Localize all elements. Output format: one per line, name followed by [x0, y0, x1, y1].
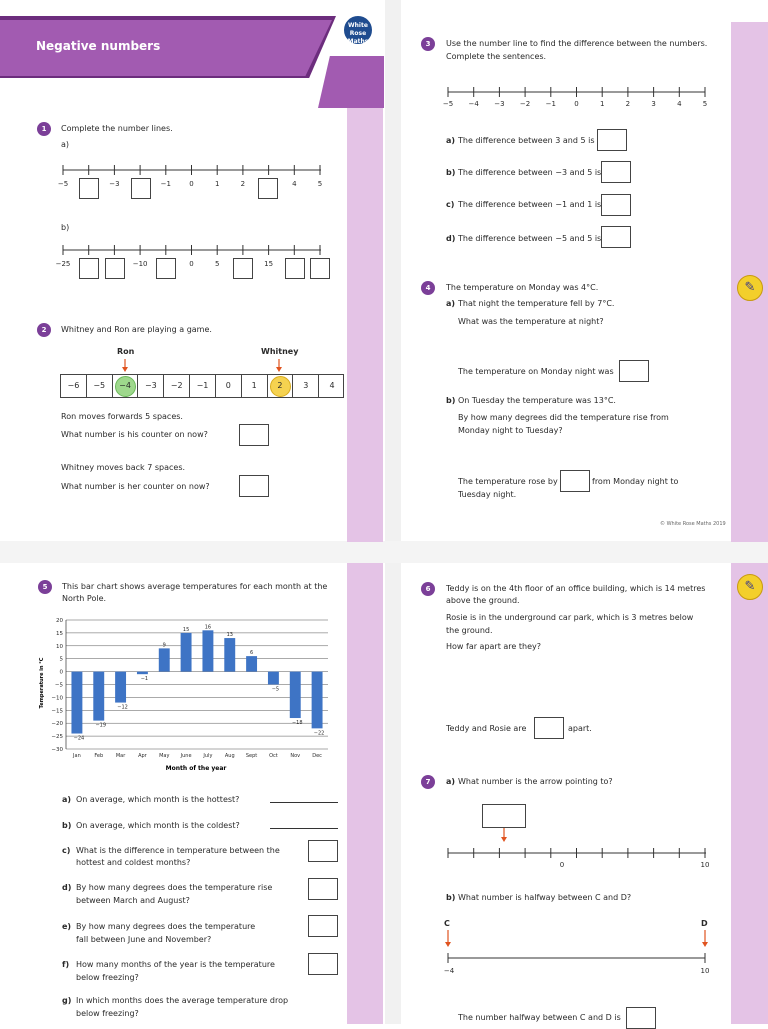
chart-x-tick-label: Dec — [312, 753, 322, 759]
game-board-cell — [268, 375, 294, 397]
q6-answer-text-2: apart. — [568, 724, 592, 733]
page4-side-strip — [731, 563, 768, 1024]
q5e-label: e) — [62, 922, 72, 931]
chart-x-tick-label: Oct — [269, 753, 278, 759]
chart-value-label: −12 — [117, 704, 128, 711]
q1a-tick-label: −3 — [109, 180, 120, 188]
q5c-label: c) — [62, 846, 71, 855]
q6-answer-box[interactable] — [534, 717, 564, 739]
q7a-ten-label: 10 — [700, 861, 710, 869]
point-c-value: −4 — [443, 967, 455, 975]
q3-tick-label: 0 — [574, 100, 579, 108]
point-c-arrow-icon — [441, 930, 455, 950]
q5c-line2: hottest and coldest months? — [76, 858, 191, 867]
q3d-label: d) — [446, 234, 456, 243]
chart-bar-dec — [312, 672, 323, 729]
q7b-text: What number is halfway between C and D? — [458, 893, 632, 902]
q5d-line1: By how many degrees does the temperature rise — [76, 883, 273, 892]
question-7-badge: 7 — [421, 775, 435, 789]
chart-x-tick-label: Feb — [94, 753, 104, 759]
q3d-answer-box[interactable] — [601, 226, 631, 248]
q3-tick-label: −4 — [468, 100, 479, 108]
q1a-tick-label: −1 — [160, 180, 171, 188]
q1a-label: a) — [61, 140, 70, 149]
chart-bar-nov — [290, 672, 301, 718]
question-4-badge: 4 — [421, 281, 435, 295]
game-board-cell-value: 1 — [251, 381, 257, 390]
point-d-value: 10 — [700, 967, 710, 975]
q5a-label: a) — [62, 795, 72, 804]
chart-x-axis-label: Month of the year — [165, 765, 227, 772]
chart-bar-oct — [268, 672, 279, 685]
q1b-answer-box-4[interactable] — [233, 258, 253, 279]
chart-y-tick-label: −25 — [51, 734, 63, 741]
point-d-arrow-icon — [698, 930, 712, 950]
chart-y-tick-label: −30 — [51, 747, 63, 753]
chart-y-tick-label: −20 — [51, 721, 63, 728]
q1a-tick-label: 1 — [214, 180, 220, 188]
game-board-cell-value: 3 — [303, 381, 309, 390]
game-board-cell-value: −3 — [144, 381, 157, 390]
game-board-cell-value: 0 — [225, 381, 231, 390]
question-1-badge: 1 — [37, 122, 51, 136]
q5g-line2: below freezing? — [76, 1009, 139, 1018]
q5g-label: g) — [62, 996, 72, 1005]
chart-value-label: −18 — [291, 720, 303, 727]
chart-y-tick-label: 20 — [56, 618, 63, 624]
q7b-number-line — [440, 950, 720, 978]
q7a-number-line — [440, 845, 720, 875]
q6-line4: the ground. — [446, 626, 493, 635]
q3a-answer-box[interactable] — [597, 129, 627, 151]
q5-prompt-line2: North Pole. — [62, 594, 107, 603]
q4b-line3: Monday night to Tuesday? — [458, 426, 563, 435]
question-6-badge: 6 — [421, 582, 435, 596]
q1b-answer-box-1[interactable] — [79, 258, 99, 279]
chart-bar-may — [159, 648, 170, 671]
q3-prompt-line2: Complete the sentences. — [446, 52, 547, 61]
game-board-cell-value: −1 — [196, 381, 209, 390]
question-3-badge: 3 — [421, 37, 435, 51]
q1b-tick-label: −25 — [55, 260, 71, 268]
q6-line5: How far apart are they? — [446, 642, 541, 651]
q4a-line1: That night the temperature fell by 7°C. — [458, 299, 615, 308]
chart-y-tick-label: 15 — [56, 630, 63, 637]
chart-value-label: −19 — [95, 722, 107, 729]
q5d-line2: between March and August? — [76, 896, 190, 905]
chart-bar-june — [181, 633, 192, 672]
temperature-bar-chart — [30, 612, 335, 774]
q4b-line2: By how many degrees did the temperature rise from — [458, 413, 669, 422]
q7b-label: b) — [446, 893, 456, 902]
q7a-label: a) — [446, 777, 456, 786]
question-5-badge: 5 — [38, 580, 52, 594]
q3-tick-label: 2 — [625, 100, 631, 108]
q5-prompt-line1: This bar chart shows average temperatures for each month at the — [62, 582, 328, 591]
chart-bar-sept — [246, 656, 257, 671]
ron-arrow-icon — [118, 359, 132, 373]
q3-prompt-line1: Use the number line to find the difference between the numbers. — [446, 39, 708, 48]
page-title: Negative numbers — [36, 39, 161, 53]
chart-y-tick-label: 10 — [56, 643, 63, 650]
ron-label: Ron — [117, 347, 135, 356]
chart-y-axis-label: Temperature in °C — [39, 657, 45, 709]
game-board — [60, 374, 344, 398]
chart-y-tick-label: 5 — [59, 656, 63, 663]
q3a-label: a) — [446, 136, 456, 145]
q5c-answer-box[interactable] — [308, 840, 338, 862]
game-board-cell — [319, 375, 345, 397]
q3-tick-label: 1 — [599, 100, 605, 108]
q4b-answer-text-2: from Monday night to — [592, 477, 679, 486]
chart-value-label: −5 — [271, 686, 280, 693]
q6-answer-text-1: Teddy and Rosie are — [446, 724, 527, 733]
chart-bar-aug — [224, 638, 235, 672]
q1b-answer-box-2[interactable] — [105, 258, 125, 279]
q1b-tick-label: −10 — [132, 260, 148, 268]
chart-bar-feb — [93, 672, 104, 721]
chart-value-label: −24 — [73, 735, 85, 742]
q6-line1: Teddy is on the 4th floor of an office building, which is 14 metres — [446, 584, 706, 593]
q7a-zero-label: 0 — [559, 861, 565, 869]
game-board-cell — [113, 375, 139, 397]
point-c-label: C — [444, 919, 450, 928]
chart-x-tick-label: July — [203, 753, 213, 759]
chart-bar-mar — [115, 672, 126, 703]
q2-ron-text: Ron moves forwards 5 spaces. — [61, 412, 183, 421]
q5e-line2: fall between June and November? — [76, 935, 212, 944]
chart-bar-july — [202, 630, 213, 671]
chart-value-label: 16 — [204, 624, 212, 631]
chart-x-tick-label: May — [159, 753, 170, 759]
q6-line2: above the ground. — [446, 596, 520, 605]
q3b-answer-box[interactable] — [601, 161, 631, 183]
q4a-line2: What was the temperature at night? — [458, 317, 604, 326]
q1a-answer-box-3[interactable] — [258, 178, 278, 199]
q3d-text: The difference between −5 and 5 is — [458, 234, 602, 243]
q3b-text: The difference between −3 and 5 is — [458, 168, 602, 177]
q1a-answer-box-2[interactable] — [131, 178, 151, 199]
q2-whitney-answer-box[interactable] — [239, 475, 269, 497]
page1-side-strip — [347, 80, 383, 542]
q3-tick-label: 5 — [702, 100, 708, 108]
q5b-answer-line[interactable] — [270, 828, 338, 829]
chart-value-label: 15 — [182, 626, 190, 633]
q5d-answer-box[interactable] — [308, 878, 338, 900]
chart-y-tick-label: −10 — [51, 695, 63, 702]
q4b-line1: On Tuesday the temperature was 13°C. — [458, 396, 616, 405]
copyright: © White Rose Maths 2019 — [660, 521, 726, 527]
q1a-tick-label: −5 — [57, 180, 69, 188]
q4b-answer-text-3: Tuesday night. — [458, 490, 517, 499]
game-board-cell-value: −5 — [93, 381, 106, 390]
q3-tick-label: −1 — [545, 100, 556, 108]
game-board-cell — [190, 375, 216, 397]
page3-side-strip — [347, 563, 383, 1024]
q1a-tick-label: 4 — [292, 180, 297, 188]
chart-y-tick-label: 0 — [59, 669, 63, 676]
game-board-cell — [293, 375, 319, 397]
q3c-answer-box[interactable] — [601, 194, 631, 216]
q1b-tick-label: 5 — [214, 260, 220, 268]
game-board-cell-value: 2 — [277, 381, 283, 390]
q3-tick-label: −3 — [494, 100, 505, 108]
game-board-cell — [242, 375, 268, 397]
q3-tick-label: 3 — [651, 100, 656, 108]
white-rose-maths-logo — [342, 14, 374, 46]
q7b-answer-text: The number halfway between C and D is — [458, 1013, 621, 1022]
chart-value-label: 6 — [249, 650, 254, 657]
q4b-answer-text-1: The temperature rose by — [458, 477, 558, 486]
q1a-tick-label: 0 — [189, 180, 194, 188]
chart-x-tick-label: Aug — [224, 753, 235, 759]
q1b-answer-box-6[interactable] — [310, 258, 330, 279]
q2-whitney-question: What number is her counter on now? — [61, 482, 210, 491]
q1a-tick-label: 2 — [240, 180, 246, 188]
game-board-cell — [138, 375, 164, 397]
q5a-text: On average, which month is the hottest? — [76, 795, 240, 804]
q5g-line1: In which months does the average temperature drop — [76, 996, 289, 1005]
q4b-answer-box[interactable] — [560, 470, 590, 492]
q2-ron-answer-box[interactable] — [239, 424, 269, 446]
q3-tick-label: −2 — [519, 100, 531, 108]
q6-line3: Rosie is in the underground car park, which is 3 metres below — [446, 613, 694, 622]
q3-number-line — [440, 82, 720, 112]
q1b-answer-box-3[interactable] — [156, 258, 176, 279]
q5f-line1: How many months of the year is the temperature — [76, 960, 275, 969]
title-banner-corner — [318, 56, 384, 108]
q5b-text: On average, which month is the coldest? — [76, 821, 240, 830]
game-board-cell — [216, 375, 242, 397]
q5f-line2: below freezing? — [76, 973, 139, 982]
chart-x-tick-label: Jan — [73, 753, 81, 759]
q4-prompt: The temperature on Monday was 4°C. — [446, 283, 599, 292]
q1b-label: b) — [61, 223, 70, 232]
q5c-line1: What is the difference in temperature between the — [76, 846, 280, 855]
q5d-label: d) — [62, 883, 72, 892]
q5a-answer-line[interactable] — [270, 802, 338, 803]
chart-x-tick-label: Nov — [290, 753, 301, 759]
q3c-text: The difference between −1 and 1 is — [458, 200, 602, 209]
q5f-label: f) — [62, 960, 70, 969]
q3-tick-label: 4 — [677, 100, 682, 108]
chart-x-tick-label: Mar — [115, 753, 126, 759]
whitney-label: Whitney — [261, 347, 299, 356]
q3b-label: b) — [446, 168, 456, 177]
q5f-answer-box[interactable] — [308, 953, 338, 975]
q2-prompt: Whitney and Ron are playing a game. — [61, 325, 212, 334]
pencil-icon: ✎ — [737, 275, 763, 301]
chart-value-label: 13 — [226, 632, 233, 639]
chart-bar-jan — [71, 672, 82, 734]
chart-x-tick-label: Apr — [138, 753, 147, 759]
logo-text: White Rose Maths — [347, 22, 369, 45]
pencil-icon: ✎ — [737, 574, 763, 600]
game-board-cell — [87, 375, 113, 397]
q5e-line1: By how many degrees does the temperature — [76, 922, 256, 931]
game-board-cell-value: 4 — [329, 381, 335, 390]
point-d-label: D — [701, 919, 708, 928]
game-board-cell — [61, 375, 87, 397]
q2-whitney-text: Whitney moves back 7 spaces. — [61, 463, 186, 472]
q4a-label: a) — [446, 299, 456, 308]
q4b-label: b) — [446, 396, 456, 405]
q1a-answer-box-1[interactable] — [79, 178, 99, 199]
q7b-answer-box[interactable] — [626, 1007, 656, 1029]
whitney-arrow-icon — [272, 359, 286, 373]
chart-value-label: −22 — [313, 730, 325, 737]
game-board-cell-value: −4 — [119, 381, 131, 390]
q1b-tick-label: 0 — [189, 260, 194, 268]
q3-tick-label: −5 — [442, 100, 454, 108]
game-board-cell — [164, 375, 190, 397]
q4a-answer-box[interactable] — [619, 360, 649, 382]
chart-y-tick-label: −15 — [51, 708, 63, 715]
q5e-answer-box[interactable] — [308, 915, 338, 937]
game-board-cell-value: −6 — [67, 381, 80, 390]
page-gutter-vertical — [385, 0, 401, 1024]
chart-x-tick-label: Sept — [245, 753, 258, 759]
question-2-badge: 2 — [37, 323, 51, 337]
q1a-tick-label: 5 — [317, 180, 323, 188]
game-board-cell-value: −2 — [170, 381, 183, 390]
q7a-text: What number is the arrow pointing to? — [458, 777, 613, 786]
q3a-text: The difference between 3 and 5 is — [458, 136, 595, 145]
q3c-label: c) — [446, 200, 455, 209]
q1b-answer-box-5[interactable] — [285, 258, 305, 279]
q5b-label: b) — [62, 821, 72, 830]
q1b-tick-label: 15 — [264, 260, 274, 268]
q7a-answer-box[interactable] — [482, 804, 526, 828]
chart-value-label: 9 — [162, 642, 166, 649]
q7a-arrow-icon — [497, 828, 511, 844]
q2-ron-question: What number is his counter on now? — [61, 430, 208, 439]
chart-value-label: −1 — [140, 676, 149, 683]
chart-y-tick-label: −5 — [54, 682, 63, 689]
page-gutter-horizontal — [0, 541, 768, 563]
chart-bar-apr — [137, 672, 148, 675]
q4a-answer-text: The temperature on Monday night was — [458, 367, 614, 376]
q1-prompt: Complete the number lines. — [61, 124, 173, 133]
chart-x-tick-label: June — [180, 753, 192, 759]
